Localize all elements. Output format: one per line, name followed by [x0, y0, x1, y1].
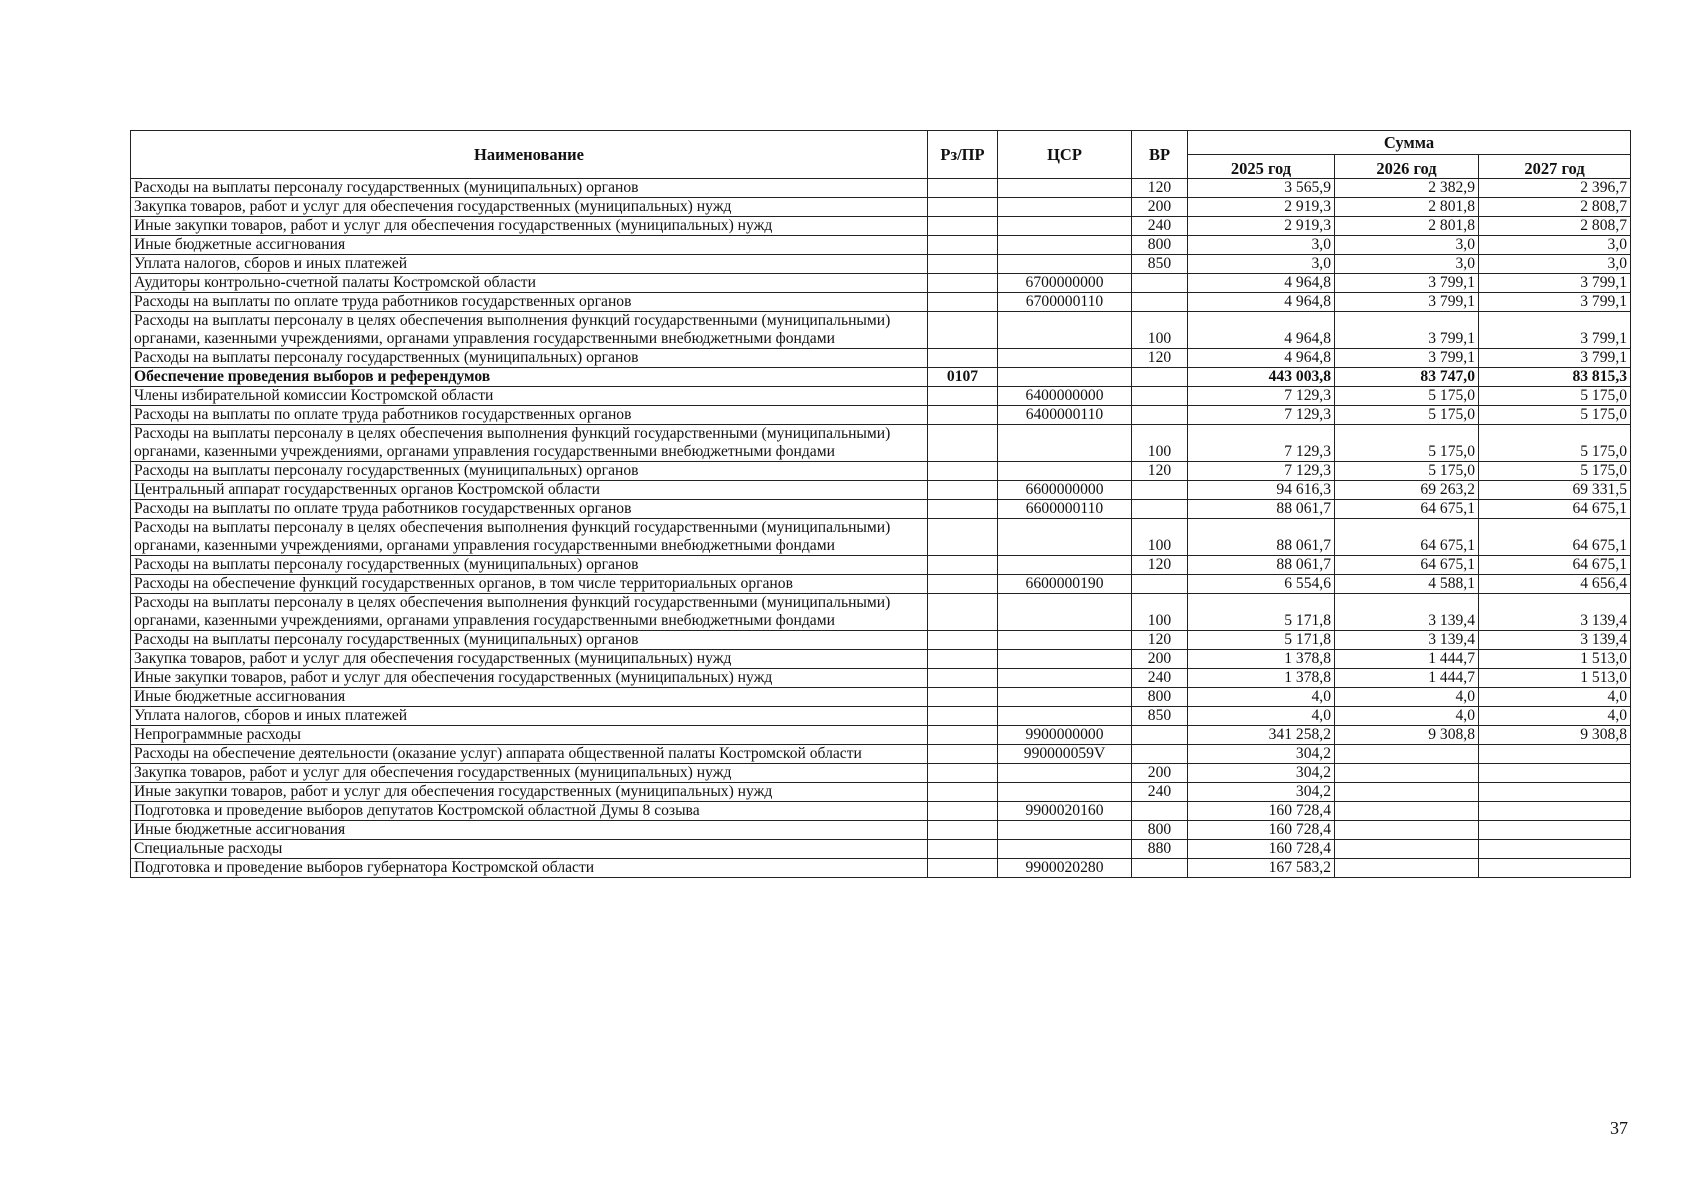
- table-row: [131, 669, 1631, 688]
- cell-2026: 1 444,7: [1335, 669, 1479, 688]
- cell-name: Иные закупки товаров, работ и услуг для обеспечения государственных (муниципальных) нужд: [131, 217, 928, 236]
- cell-2026: 64 675,1: [1335, 556, 1479, 575]
- budget-table: [130, 130, 1631, 878]
- cell-vr: [1132, 500, 1188, 519]
- cell-rzpr: [928, 481, 998, 500]
- cell-2027: 5 175,0: [1479, 462, 1631, 481]
- cell-csr: [998, 255, 1132, 274]
- cell-2027: 64 675,1: [1479, 500, 1631, 519]
- table-row: [131, 368, 1631, 387]
- cell-csr: 6600000190: [998, 575, 1132, 594]
- cell-name: Расходы на выплаты персоналу в целях обеспечения выполнения функций государственными (муниципальными) органами, казенными учреждениями, органами управления государственными внебюджетными фондами: [131, 594, 928, 631]
- cell-vr: [1132, 802, 1188, 821]
- cell-csr: [998, 462, 1132, 481]
- cell-vr: 200: [1132, 764, 1188, 783]
- cell-vr: 800: [1132, 688, 1188, 707]
- cell-rzpr: [928, 631, 998, 650]
- cell-2026: [1335, 764, 1479, 783]
- cell-2026: 5 175,0: [1335, 406, 1479, 425]
- cell-2027: 3 139,4: [1479, 631, 1631, 650]
- table-row: [131, 707, 1631, 726]
- cell-2026: 3,0: [1335, 255, 1479, 274]
- header-csr: ЦСР: [998, 131, 1132, 179]
- cell-2027: 2 808,7: [1479, 217, 1631, 236]
- cell-2025: 3,0: [1188, 255, 1335, 274]
- cell-2025: 160 728,4: [1188, 840, 1335, 859]
- cell-csr: [998, 707, 1132, 726]
- cell-rzpr: [928, 859, 998, 878]
- cell-2025: 304,2: [1188, 783, 1335, 802]
- cell-2025: 1 378,8: [1188, 669, 1335, 688]
- cell-name: Расходы на выплаты персоналу государственных (муниципальных) органов: [131, 462, 928, 481]
- cell-2027: 3 799,1: [1479, 274, 1631, 293]
- cell-csr: [998, 236, 1132, 255]
- cell-rzpr: [928, 764, 998, 783]
- cell-2025: 4 964,8: [1188, 312, 1335, 349]
- cell-vr: [1132, 481, 1188, 500]
- cell-2027: 2 396,7: [1479, 179, 1631, 198]
- cell-rzpr: [928, 519, 998, 556]
- cell-name: Расходы на выплаты персоналу в целях обеспечения выполнения функций государственными (муниципальными) органами, казенными учреждениями, органами управления государственными внебюджетными фондами: [131, 312, 928, 349]
- cell-rzpr: [928, 556, 998, 575]
- cell-rzpr: [928, 688, 998, 707]
- cell-name: Закупка товаров, работ и услуг для обеспечения государственных (муниципальных) нужд: [131, 764, 928, 783]
- cell-rzpr: [928, 726, 998, 745]
- cell-csr: 6600000110: [998, 500, 1132, 519]
- cell-2027: 3 139,4: [1479, 594, 1631, 631]
- cell-2025: 443 003,8: [1188, 368, 1335, 387]
- cell-csr: 6600000000: [998, 481, 1132, 500]
- cell-2026: 3,0: [1335, 236, 1479, 255]
- cell-name: Иные бюджетные ассигнования: [131, 821, 928, 840]
- cell-name: Иные бюджетные ассигнования: [131, 236, 928, 255]
- cell-vr: 120: [1132, 631, 1188, 650]
- cell-2026: [1335, 840, 1479, 859]
- cell-csr: 9900020160: [998, 802, 1132, 821]
- cell-2025: 7 129,3: [1188, 462, 1335, 481]
- cell-2027: 3,0: [1479, 255, 1631, 274]
- cell-2025: 304,2: [1188, 745, 1335, 764]
- cell-name: Обеспечение проведения выборов и референдумов: [131, 368, 928, 387]
- cell-name: Непрограммные расходы: [131, 726, 928, 745]
- cell-vr: 120: [1132, 179, 1188, 198]
- cell-2026: 4 588,1: [1335, 575, 1479, 594]
- cell-vr: 880: [1132, 840, 1188, 859]
- cell-rzpr: [928, 312, 998, 349]
- cell-2025: 6 554,6: [1188, 575, 1335, 594]
- cell-csr: [998, 425, 1132, 462]
- cell-vr: 120: [1132, 462, 1188, 481]
- cell-rzpr: [928, 255, 998, 274]
- cell-vr: [1132, 726, 1188, 745]
- cell-vr: 240: [1132, 217, 1188, 236]
- cell-2027: 4 656,4: [1479, 575, 1631, 594]
- cell-name: Специальные расходы: [131, 840, 928, 859]
- cell-2027: 3 799,1: [1479, 349, 1631, 368]
- cell-2027: 83 815,3: [1479, 368, 1631, 387]
- cell-rzpr: 0107: [928, 368, 998, 387]
- table-row: [131, 726, 1631, 745]
- cell-2025: 5 171,8: [1188, 594, 1335, 631]
- cell-vr: 100: [1132, 519, 1188, 556]
- cell-rzpr: [928, 387, 998, 406]
- cell-2027: 5 175,0: [1479, 425, 1631, 462]
- cell-2027: 3,0: [1479, 236, 1631, 255]
- cell-2026: 5 175,0: [1335, 425, 1479, 462]
- cell-2027: [1479, 821, 1631, 840]
- cell-rzpr: [928, 179, 998, 198]
- cell-2026: 3 799,1: [1335, 312, 1479, 349]
- cell-vr: 100: [1132, 312, 1188, 349]
- cell-2026: 3 139,4: [1335, 631, 1479, 650]
- table-row: [131, 500, 1631, 519]
- cell-vr: 800: [1132, 236, 1188, 255]
- table-row: [131, 387, 1631, 406]
- cell-csr: [998, 179, 1132, 198]
- table-row: [131, 349, 1631, 368]
- cell-2027: 4,0: [1479, 688, 1631, 707]
- cell-csr: [998, 783, 1132, 802]
- cell-2026: [1335, 821, 1479, 840]
- cell-csr: [998, 349, 1132, 368]
- cell-vr: [1132, 274, 1188, 293]
- cell-2026: 2 382,9: [1335, 179, 1479, 198]
- cell-2025: 4 964,8: [1188, 349, 1335, 368]
- cell-2027: [1479, 764, 1631, 783]
- cell-vr: 120: [1132, 556, 1188, 575]
- cell-2025: 88 061,7: [1188, 519, 1335, 556]
- cell-vr: [1132, 406, 1188, 425]
- cell-2027: 3 799,1: [1479, 312, 1631, 349]
- cell-vr: 100: [1132, 425, 1188, 462]
- cell-rzpr: [928, 236, 998, 255]
- cell-2025: 4 964,8: [1188, 293, 1335, 312]
- table-row: [131, 425, 1631, 462]
- cell-rzpr: [928, 594, 998, 631]
- cell-2027: 64 675,1: [1479, 556, 1631, 575]
- cell-2027: 5 175,0: [1479, 387, 1631, 406]
- cell-2026: [1335, 745, 1479, 764]
- table-row: [131, 519, 1631, 556]
- table-row: [131, 745, 1631, 764]
- cell-vr: 240: [1132, 783, 1188, 802]
- table-row: [131, 859, 1631, 878]
- table-body: [131, 179, 1631, 878]
- cell-csr: [998, 840, 1132, 859]
- cell-2027: 4,0: [1479, 707, 1631, 726]
- cell-2025: 341 258,2: [1188, 726, 1335, 745]
- cell-2026: 64 675,1: [1335, 519, 1479, 556]
- table-row: [131, 293, 1631, 312]
- cell-2025: 304,2: [1188, 764, 1335, 783]
- cell-rzpr: [928, 783, 998, 802]
- cell-csr: [998, 312, 1132, 349]
- cell-rzpr: [928, 500, 998, 519]
- table-row: [131, 198, 1631, 217]
- table-row: [131, 406, 1631, 425]
- cell-2027: [1479, 859, 1631, 878]
- table-row: [131, 312, 1631, 349]
- header-year-2027: 2027 год: [1479, 155, 1631, 179]
- cell-2025: 160 728,4: [1188, 821, 1335, 840]
- cell-vr: 200: [1132, 650, 1188, 669]
- cell-csr: 6400000000: [998, 387, 1132, 406]
- cell-vr: [1132, 368, 1188, 387]
- cell-name: Закупка товаров, работ и услуг для обеспечения государственных (муниципальных) нужд: [131, 650, 928, 669]
- cell-csr: 6700000000: [998, 274, 1132, 293]
- table-row: [131, 462, 1631, 481]
- cell-name: Центральный аппарат государственных органов Костромской области: [131, 481, 928, 500]
- cell-csr: 9900020280: [998, 859, 1132, 878]
- cell-rzpr: [928, 669, 998, 688]
- cell-name: Расходы на выплаты персоналу в целях обеспечения выполнения функций государственными (муниципальными) органами, казенными учреждениями, органами управления государственными внебюджетными фондами: [131, 425, 928, 462]
- cell-name: Уплата налогов, сборов и иных платежей: [131, 707, 928, 726]
- cell-2025: 1 378,8: [1188, 650, 1335, 669]
- cell-2025: 88 061,7: [1188, 500, 1335, 519]
- cell-csr: [998, 217, 1132, 236]
- cell-rzpr: [928, 406, 998, 425]
- table-row: [131, 556, 1631, 575]
- cell-2025: 88 061,7: [1188, 556, 1335, 575]
- cell-csr: [998, 669, 1132, 688]
- header-name: Наименование: [131, 131, 928, 179]
- cell-2025: 5 171,8: [1188, 631, 1335, 650]
- cell-vr: 120: [1132, 349, 1188, 368]
- cell-rzpr: [928, 745, 998, 764]
- cell-rzpr: [928, 217, 998, 236]
- cell-csr: 6700000110: [998, 293, 1132, 312]
- cell-2026: [1335, 783, 1479, 802]
- cell-rzpr: [928, 349, 998, 368]
- cell-2027: 9 308,8: [1479, 726, 1631, 745]
- header-year-2026: 2026 год: [1335, 155, 1479, 179]
- cell-vr: 850: [1132, 707, 1188, 726]
- cell-rzpr: [928, 425, 998, 462]
- cell-2027: 2 808,7: [1479, 198, 1631, 217]
- cell-2027: [1479, 840, 1631, 859]
- cell-name: Расходы на обеспечение функций государственных органов, в том числе территориальных органов: [131, 575, 928, 594]
- cell-name: Иные закупки товаров, работ и услуг для обеспечения государственных (муниципальных) нужд: [131, 669, 928, 688]
- table-row: [131, 179, 1631, 198]
- cell-csr: [998, 556, 1132, 575]
- cell-2027: [1479, 783, 1631, 802]
- cell-2025: 2 919,3: [1188, 198, 1335, 217]
- cell-rzpr: [928, 198, 998, 217]
- cell-name: Расходы на выплаты по оплате труда работников государственных органов: [131, 500, 928, 519]
- cell-2025: 3,0: [1188, 236, 1335, 255]
- cell-name: Расходы на выплаты персоналу государственных (муниципальных) органов: [131, 179, 928, 198]
- cell-name: Расходы на выплаты по оплате труда работников государственных органов: [131, 406, 928, 425]
- cell-rzpr: [928, 840, 998, 859]
- cell-vr: 850: [1132, 255, 1188, 274]
- header-rzpr: Рз/ПР: [928, 131, 998, 179]
- table-row: [131, 575, 1631, 594]
- cell-2026: 3 139,4: [1335, 594, 1479, 631]
- cell-rzpr: [928, 293, 998, 312]
- cell-vr: [1132, 387, 1188, 406]
- cell-vr: [1132, 745, 1188, 764]
- cell-2027: 64 675,1: [1479, 519, 1631, 556]
- table-row: [131, 274, 1631, 293]
- cell-name: Уплата налогов, сборов и иных платежей: [131, 255, 928, 274]
- table-row: [131, 764, 1631, 783]
- cell-rzpr: [928, 274, 998, 293]
- cell-rzpr: [928, 707, 998, 726]
- table-row: [131, 840, 1631, 859]
- cell-2026: [1335, 802, 1479, 821]
- cell-2026: 4,0: [1335, 688, 1479, 707]
- cell-csr: [998, 198, 1132, 217]
- cell-vr: 100: [1132, 594, 1188, 631]
- cell-csr: [998, 821, 1132, 840]
- table-row: [131, 631, 1631, 650]
- cell-name: Расходы на выплаты персоналу государственных (муниципальных) органов: [131, 556, 928, 575]
- cell-2026: 1 444,7: [1335, 650, 1479, 669]
- cell-2026: 5 175,0: [1335, 462, 1479, 481]
- table-row: [131, 594, 1631, 631]
- cell-2026: 2 801,8: [1335, 217, 1479, 236]
- cell-name: Расходы на выплаты по оплате труда работников государственных органов: [131, 293, 928, 312]
- cell-2027: 1 513,0: [1479, 650, 1631, 669]
- cell-2026: 3 799,1: [1335, 274, 1479, 293]
- cell-name: Иные бюджетные ассигнования: [131, 688, 928, 707]
- cell-2027: 3 799,1: [1479, 293, 1631, 312]
- cell-2027: 1 513,0: [1479, 669, 1631, 688]
- cell-name: Члены избирательной комиссии Костромской области: [131, 387, 928, 406]
- header-year-2025: 2025 год: [1188, 155, 1335, 179]
- table-row: [131, 236, 1631, 255]
- cell-rzpr: [928, 462, 998, 481]
- cell-2025: 167 583,2: [1188, 859, 1335, 878]
- page-number: 37: [1610, 1118, 1628, 1138]
- cell-vr: 240: [1132, 669, 1188, 688]
- table-row: [131, 217, 1631, 236]
- table-row: [131, 783, 1631, 802]
- cell-2025: 7 129,3: [1188, 425, 1335, 462]
- cell-csr: [998, 519, 1132, 556]
- cell-csr: [998, 650, 1132, 669]
- table-row: [131, 255, 1631, 274]
- cell-2025: 4 964,8: [1188, 274, 1335, 293]
- cell-2026: 3 799,1: [1335, 349, 1479, 368]
- cell-2026: 3 799,1: [1335, 293, 1479, 312]
- cell-vr: [1132, 293, 1188, 312]
- cell-2026: 4,0: [1335, 707, 1479, 726]
- header-vr: ВР: [1132, 131, 1188, 179]
- cell-vr: 800: [1132, 821, 1188, 840]
- cell-name: Подготовка и проведение выборов губернатора Костромской области: [131, 859, 928, 878]
- cell-name: Расходы на выплаты персоналу государственных (муниципальных) органов: [131, 349, 928, 368]
- cell-2026: 64 675,1: [1335, 500, 1479, 519]
- header-sum: Сумма: [1188, 131, 1631, 155]
- cell-csr: 9900000000: [998, 726, 1132, 745]
- cell-2025: 3 565,9: [1188, 179, 1335, 198]
- cell-csr: [998, 368, 1132, 387]
- cell-2026: [1335, 859, 1479, 878]
- cell-name: Расходы на обеспечение деятельности (оказание услуг) аппарата общественной палаты Костромской области: [131, 745, 928, 764]
- cell-rzpr: [928, 650, 998, 669]
- cell-2027: [1479, 745, 1631, 764]
- table-row: [131, 688, 1631, 707]
- cell-2026: 5 175,0: [1335, 387, 1479, 406]
- table-row: [131, 821, 1631, 840]
- cell-2025: 7 129,3: [1188, 406, 1335, 425]
- cell-name: Аудиторы контрольно-счетной палаты Костромской области: [131, 274, 928, 293]
- cell-csr: [998, 594, 1132, 631]
- cell-name: Расходы на выплаты персоналу в целях обеспечения выполнения функций государственными (муниципальными) органами, казенными учреждениями, органами управления государственными внебюджетными фондами: [131, 519, 928, 556]
- cell-2025: 4,0: [1188, 688, 1335, 707]
- cell-name: Закупка товаров, работ и услуг для обеспечения государственных (муниципальных) нужд: [131, 198, 928, 217]
- cell-2026: 69 263,2: [1335, 481, 1479, 500]
- cell-rzpr: [928, 575, 998, 594]
- cell-csr: 6400000110: [998, 406, 1132, 425]
- cell-2026: 9 308,8: [1335, 726, 1479, 745]
- cell-csr: [998, 688, 1132, 707]
- cell-name: Подготовка и проведение выборов депутатов Костромской областной Думы 8 созыва: [131, 802, 928, 821]
- cell-csr: [998, 631, 1132, 650]
- cell-vr: 200: [1132, 198, 1188, 217]
- cell-2025: 7 129,3: [1188, 387, 1335, 406]
- cell-2026: 83 747,0: [1335, 368, 1479, 387]
- cell-vr: [1132, 575, 1188, 594]
- table-row: [131, 802, 1631, 821]
- cell-2025: 160 728,4: [1188, 802, 1335, 821]
- cell-csr: 990000059V: [998, 745, 1132, 764]
- cell-rzpr: [928, 802, 998, 821]
- cell-csr: [998, 764, 1132, 783]
- table-row: [131, 650, 1631, 669]
- cell-2027: [1479, 802, 1631, 821]
- cell-vr: [1132, 859, 1188, 878]
- cell-2027: 69 331,5: [1479, 481, 1631, 500]
- cell-2025: 94 616,3: [1188, 481, 1335, 500]
- cell-2025: 2 919,3: [1188, 217, 1335, 236]
- cell-2027: 5 175,0: [1479, 406, 1631, 425]
- cell-2026: 2 801,8: [1335, 198, 1479, 217]
- cell-name: Иные закупки товаров, работ и услуг для обеспечения государственных (муниципальных) нужд: [131, 783, 928, 802]
- cell-name: Расходы на выплаты персоналу государственных (муниципальных) органов: [131, 631, 928, 650]
- cell-2025: 4,0: [1188, 707, 1335, 726]
- table-row: [131, 481, 1631, 500]
- cell-rzpr: [928, 821, 998, 840]
